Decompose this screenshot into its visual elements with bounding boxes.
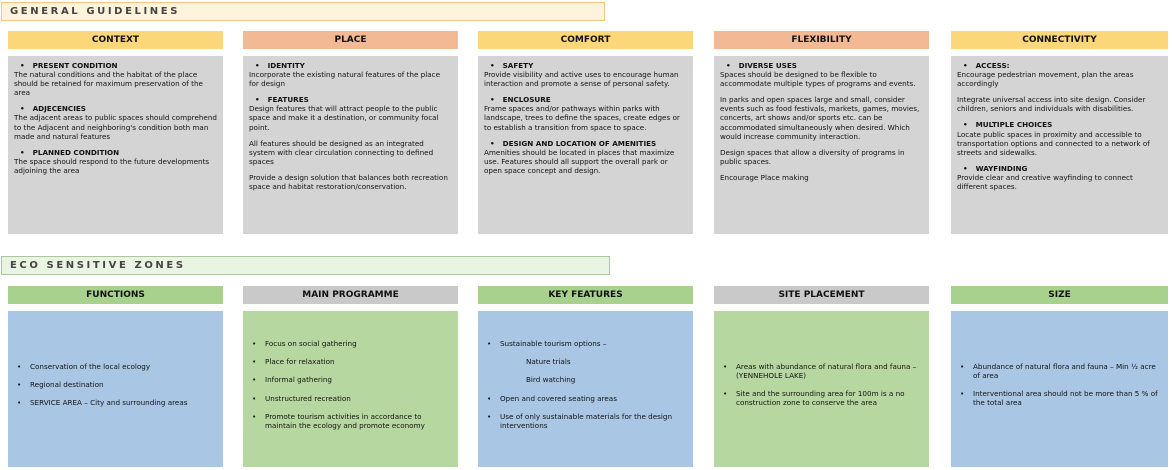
connectivity-header: CONNECTIVITY xyxy=(951,31,1168,49)
size-box xyxy=(951,311,1168,467)
guideline-paragraph: Locate public spaces in proximity and accessible to transportation options and connected to a network of streets and sidewalks. xyxy=(957,129,1150,157)
general-guidelines-banner: GENERAL GUIDELINES xyxy=(1,2,605,21)
eco-list-item: • Areas with abundance of natural flora and fauna – (YENNEHOLE LAKE) xyxy=(720,362,923,380)
guideline-item xyxy=(14,148,217,175)
eco-bullet-list xyxy=(14,362,217,416)
comfort-header: COMFORT xyxy=(478,31,693,49)
guideline-paragraph: Encourage Place making xyxy=(720,172,809,182)
guideline-item-title: • FEATURES xyxy=(249,95,452,104)
key-features-box xyxy=(478,311,693,467)
guideline-paragraph: The space should respond to the future developments adjoining the area xyxy=(14,156,210,175)
guideline-item-body xyxy=(14,70,217,97)
eco-list-item: • Unstructured recreation xyxy=(249,394,452,403)
connectivity-box xyxy=(951,56,1168,234)
guideline-item xyxy=(249,95,452,191)
guideline-item-body xyxy=(957,130,1162,157)
site-placement-header: SITE PLACEMENT xyxy=(714,286,929,304)
guideline-item-title: • WAYFINDING xyxy=(957,164,1162,173)
guideline-item-body xyxy=(957,173,1162,191)
guideline-item xyxy=(14,61,217,97)
eco-bullet-list xyxy=(957,362,1162,416)
guideline-paragraph: Amenities should be located in places that maximize use. Features should all support the overall park or open space concept and design. xyxy=(484,147,675,175)
eco-list-item: • Regional destination xyxy=(14,380,217,389)
eco-list-item: • Informal gathering xyxy=(249,375,452,384)
guideline-paragraph: Incorporate the existing natural features of the place for design xyxy=(249,70,440,89)
guideline-item-body xyxy=(14,157,217,175)
place-header: PLACE xyxy=(243,31,458,49)
place-box xyxy=(243,56,458,234)
eco-list-item: • Site and the surrounding area for 100m is a no construction zone to conserve the area xyxy=(720,389,923,407)
guideline-item xyxy=(957,164,1162,191)
eco-list-item: • Conservation of the local ecology xyxy=(14,362,217,371)
guideline-item xyxy=(484,139,687,175)
eco-list-item: Nature trials xyxy=(526,357,571,367)
guideline-item-title: • IDENTITY xyxy=(249,61,452,70)
guideline-item-title: • PRESENT CONDITION xyxy=(14,61,217,70)
guideline-paragraph: The adjacent areas to public spaces should comprehend to the Adjacent and neighboring's condition both man made and natural features xyxy=(14,113,217,141)
main-programme-box xyxy=(243,311,458,467)
guideline-item xyxy=(14,104,217,140)
eco-list-item: • Promote tourism activities in accordance to maintain the ecology and promote economy xyxy=(249,412,452,430)
key-features-header: KEY FEATURES xyxy=(478,286,693,304)
comfort-box xyxy=(478,56,693,234)
guideline-item-title: • SAFETY xyxy=(484,61,687,70)
eco-bullet-list xyxy=(249,339,452,439)
guideline-item-body xyxy=(484,148,687,175)
guideline-item xyxy=(484,95,687,131)
guideline-item-body xyxy=(484,104,687,131)
site-placement-box xyxy=(714,311,929,467)
guideline-paragraph: Design features that will attract people to the public space and make it a destination, or community focal point. xyxy=(249,104,439,132)
eco-list-item: • Place for relaxation xyxy=(249,357,452,366)
guideline-paragraph: Encourage pedestrian movement, plan the areas accordingly xyxy=(957,70,1134,89)
context-box xyxy=(8,56,223,234)
guideline-paragraph: In parks and open spaces large and small, consider events such as food festivals, markets, games, movies, concerts, art shows and/or sports etc. can be accommodated simultaneously when desired. Which would increase community interaction. xyxy=(720,95,920,141)
guideline-item xyxy=(249,61,452,88)
eco-list-item: • Focus on social gathering xyxy=(249,339,452,348)
eco-list-item: • Sustainable tourism options – xyxy=(484,339,687,348)
guideline-paragraph: Provide visibility and active uses to encourage human interaction and promote a sense of personal safety. xyxy=(484,70,679,89)
guideline-item-body xyxy=(249,70,452,88)
guideline-paragraph: Frame spaces and/or pathways within parks with landscape, trees to define the spaces, create edges or to establish a transition from space to space. xyxy=(484,104,680,132)
eco-bullet-list xyxy=(484,339,687,439)
functions-box xyxy=(8,311,223,467)
guideline-item xyxy=(957,61,1162,113)
functions-header: FUNCTIONS xyxy=(8,286,223,304)
guideline-item xyxy=(957,120,1162,156)
guideline-item-title: • ACCESS: xyxy=(957,61,1162,70)
guideline-paragraph: All features should be designed as an integrated system with clear circulation connecting to defined spaces xyxy=(249,138,434,166)
guideline-item xyxy=(720,61,923,182)
guideline-paragraph: Spaces should be designed to be flexible to accommodate multiple types of programs and events. xyxy=(720,70,916,89)
eco-list-item: • SERVICE AREA – City and surrounding areas xyxy=(14,398,217,407)
guideline-paragraph: The natural conditions and the habitat of the place should be retained for maximum preservation of the area xyxy=(14,70,203,98)
eco-bullet-list xyxy=(720,362,923,416)
guideline-paragraph: Design spaces that allow a diversity of programs in public spaces. xyxy=(720,147,905,166)
guideline-paragraph: Integrate universal access into site design. Consider children, seniors and individuals with disabilities. xyxy=(957,95,1146,114)
guideline-item-body xyxy=(249,104,452,191)
guideline-item-title: • ENCLOSURE xyxy=(484,95,687,104)
guideline-item-body xyxy=(14,113,217,140)
guideline-paragraph: Provide a design solution that balances both recreation space and habitat restoration/conservation. xyxy=(249,172,448,192)
context-header: CONTEXT xyxy=(8,31,223,49)
eco-list-item: • Interventional area should not be more than 5 % of the total area xyxy=(957,389,1162,407)
eco-list-item: • Open and covered seating areas xyxy=(484,394,687,403)
guideline-paragraph: Provide clear and creative wayfinding to connect different spaces. xyxy=(957,172,1133,192)
guideline-item-title: • PLANNED CONDITION xyxy=(14,148,217,157)
eco-list-item: • Abundance of natural flora and fauna – Min ½ acre of area xyxy=(957,362,1162,380)
guideline-item-body xyxy=(957,70,1162,113)
flexibility-box xyxy=(714,56,929,234)
eco-sensitive-zones-banner: ECO SENSITIVE ZONES xyxy=(1,256,610,275)
guideline-item-title: • MULTIPLE CHOICES xyxy=(957,120,1162,129)
size-header: SIZE xyxy=(951,286,1168,304)
guideline-item xyxy=(484,61,687,88)
eco-list-item: Bird watching xyxy=(526,375,576,385)
flexibility-header: FLEXIBILITY xyxy=(714,31,929,49)
guideline-item-title: • DIVERSE USES xyxy=(720,61,923,70)
guideline-item-body xyxy=(484,70,687,88)
eco-list-item: • Use of only sustainable materials for the design interventions xyxy=(484,412,687,430)
guideline-item-title: • ADJECENCIES xyxy=(14,104,217,113)
guideline-item-body xyxy=(720,70,923,182)
main-programme-header: MAIN PROGRAMME xyxy=(243,286,458,304)
guideline-item-title: • DESIGN AND LOCATION OF AMENITIES xyxy=(484,139,687,148)
